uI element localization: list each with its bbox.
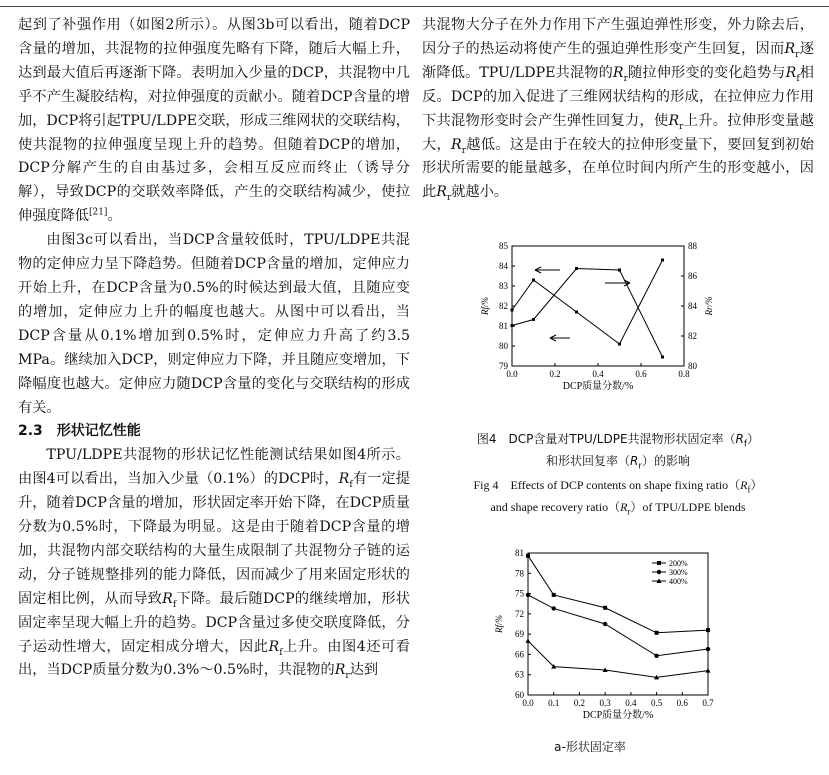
y-left-axis-label: Rf/% [480, 297, 490, 315]
y-tick-label: 69 [515, 629, 524, 640]
x-tick-label: 0.7 [702, 698, 714, 708]
legend-marker-300% [657, 570, 661, 574]
data-point-300% [706, 647, 710, 651]
y-right-tick-label: 86 [688, 271, 697, 281]
data-point-200% [552, 593, 556, 597]
y-tick-label: 63 [515, 669, 524, 680]
x-tick-label: 0.4 [592, 369, 604, 379]
x-tick-label: 0.1 [548, 698, 560, 708]
section-heading-2-3: 2.3 形状记忆性能 [18, 423, 141, 440]
left-axis-arrow [535, 267, 560, 273]
fig4-chart [470, 238, 730, 390]
x-axis-label: DCP质量分数/% [582, 710, 654, 721]
x-tick-label: 0.4 [625, 698, 637, 708]
data-point-200% [706, 628, 710, 632]
y-tick-label: 60 [515, 690, 524, 700]
series-line-left [512, 260, 663, 344]
left-column [18, 14, 410, 683]
x-tick-label: 0.0 [522, 698, 534, 708]
left-axis-arrow-2 [550, 335, 570, 341]
y-left-tick-label: 82 [499, 301, 508, 311]
legend-label-200%: 200% [669, 559, 688, 568]
x-axis-label: DCP质量分数/% [562, 381, 634, 390]
data-point-left [532, 279, 535, 282]
left-paragraph-3: TPU/LDPE共混物的形状记忆性能测试结果如图4所示。由图4可以看出，当加入少量（0.1%）的DCP时，$R_f$有一定提升，随着DCP含量的增加，形状固定率开始下降，在DCP质量分数为0.5%时，下降最为明显。这是由于随着DCP含量的增加，共混物内部交联结构的大量生成限制了共混物分子链的运动，分子链规整排列的能力降低，因而减少了用来固定形状的固定相比例，从而导致$R_f$下降。最后随DCP的继续增加，形状固定率呈现大幅上升的趋势。DCP含量过多使交联度降低，分子运动性增大，固定相成分增大，因此$R_f$上升。由图4还可看出，当DCP质量分数为0.3%～0.5%时，共混物的$R_r$达到 [18, 447, 410, 682]
left-paragraph-1: 起到了补强作用（如图2所示）。从图3b可以看出，随着DCP含量的增加，共混物的拉伸强度先略有下降，随后大幅上升，达到最大值后再逐渐下降。表明加入少量的DCP，共混物中几乎不产生凝胶结构，对拉伸强度的贡献小。随着DCP含量的增加，DCP将引起TPU/LDPE交联，形成三维网状的交联结构，使共混物的拉伸强度呈现上升的趋势。但随着DCP的增加，DCP分解产生的自由基过多，会相互反应而终止（诱导分解），导致DCP的交联效率降低，产生的交联结构减少，使拉伸强度降低[21]。 [18, 17, 410, 225]
x-tick-label: 0.2 [549, 369, 561, 379]
x-tick-label: 0.5 [650, 698, 663, 708]
legend-label-300%: 300% [669, 568, 688, 577]
x-tick-label: 0.8 [678, 369, 690, 379]
y-left-tick-label: 84 [499, 261, 508, 271]
data-point-400% [526, 638, 531, 643]
left-paragraph-2: 由图3c可以看出，当DCP含量较低时，TPU/LDPE共混物的定伸应力呈下降趋势。但随着DCP含量的增加，定伸应力开始上升，在DCP含量为0.5%的时候达到最大值，且随应变的增加，定伸应力上升的幅度也越大。从图中可以看出，当DCP含量从0.1%增加到0.5%时，定伸应力升高了约3.5 MPa。继续加入DCP，则定伸应力下降，并且随应变增加，下降幅度也越大。定伸应力随DCP含量的变化与交联结构的形成有关。 [18, 232, 410, 416]
data-point-right [575, 267, 578, 270]
fig4-caption-en: Fig 4 Effects of DCP contents on shape fixing $ratio(R_f)$ and shape recovery $ratio(R_r)of$ TPU/LDPE blends [473, 478, 763, 517]
y-right-tick-label: 82 [688, 331, 697, 341]
data-point-left [511, 309, 514, 312]
legend-label-400%: 400% [669, 577, 688, 586]
x-tick-label: 0.6 [635, 369, 647, 379]
data-point-200% [526, 554, 530, 558]
y-left-tick-label: 79 [499, 361, 508, 371]
citation-21: [21] [88, 207, 108, 218]
data-point-400% [706, 668, 711, 673]
data-point-300% [552, 606, 556, 610]
data-point-200% [603, 606, 607, 610]
fig5a-chart [490, 545, 725, 730]
y-tick-label: 66 [515, 649, 524, 660]
right-paragraph-1: 共混物大分子在外力作用下产生强迫弹性形变，外力除去后，因分子的热运动将使产生的强迫弹性形变产生回复，因而$R_r$逐渐降低。TPU/LDPE共混物的$R_r$随拉伸形变的变化趋势与$R_f$相反。DCP的加入促进了三维网状结构的形成，在拉伸应力作用下共混物形变时会产生弹性回复力，使$R_r$上升。拉伸形变量越大，$R_r$越低。这是由于在较大的拉伸形变量下，要回复到初始形状所需要的能量越多，在单位时间内所产生的形变越小，因此$R_r$就越小。 [422, 17, 814, 204]
y-left-tick-label: 83 [499, 281, 508, 291]
data-point-left [575, 311, 578, 314]
y-tick-label: 75 [515, 588, 524, 599]
fig4-caption-cn: 图4 DCP含量对TPU/LDPE共混物形状固定率$(R_f)$ 和形状回复率$(R_r)$的影响 [476, 432, 760, 472]
data-point-300% [526, 593, 530, 597]
series-line-right [512, 269, 663, 358]
x-tick-label: 0.0 [506, 369, 518, 379]
data-point-right [532, 318, 535, 321]
y-left-tick-label: 80 [499, 341, 508, 351]
data-point-right [511, 324, 514, 327]
x-tick-label: 0.2 [573, 698, 586, 708]
data-point-right [618, 269, 621, 272]
y-right-axis-label: Rr/% [704, 296, 714, 316]
right-column [422, 14, 814, 205]
fig5a-caption: a-形状固定率 [554, 740, 626, 754]
top-rule [0, 6, 829, 7]
right-axis-arrow [605, 280, 630, 286]
y-right-tick-label: 88 [688, 241, 697, 251]
data-point-300% [603, 622, 607, 626]
x-tick-label: 0.3 [599, 698, 611, 708]
legend-marker-200% [657, 561, 661, 565]
y-tick-label: 78 [515, 568, 524, 579]
series-line-400% [528, 641, 708, 678]
data-point-200% [655, 631, 659, 635]
data-point-300% [654, 654, 658, 658]
data-point-right [661, 356, 664, 359]
y-axis-label: Rf/% [494, 615, 504, 633]
data-point-left [618, 343, 621, 346]
data-point-left [661, 259, 664, 262]
x-tick-label: 0.6 [676, 698, 688, 708]
y-right-tick-label: 84 [688, 301, 697, 311]
y-right-tick-label: 80 [688, 361, 697, 371]
y-left-tick-label: 81 [499, 321, 508, 331]
y-tick-label: 72 [515, 608, 524, 619]
y-left-tick-label: 85 [499, 241, 508, 251]
series-line-300% [528, 595, 708, 656]
y-tick-label: 81 [515, 548, 524, 558]
